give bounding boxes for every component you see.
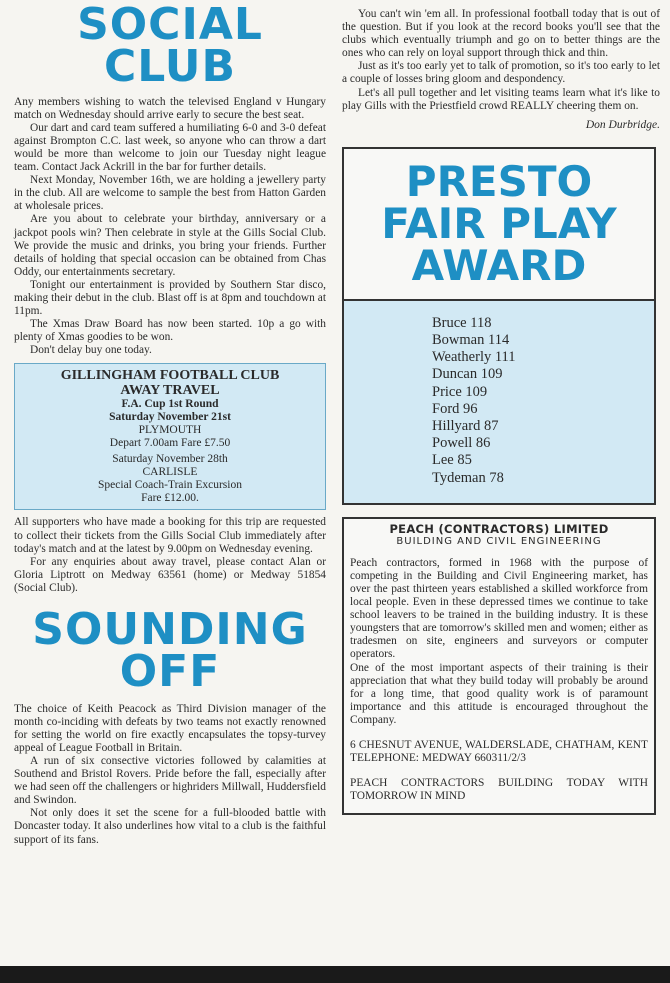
away-travel-note: All supporters who have made a booking for this trip are requested to collect their tickets from the Gills Social Club immediately after today's match and at the latest by 9.00pm on Wednesday evening.	[14, 516, 326, 555]
award-standing-item: Price 109	[432, 383, 488, 400]
away-travel-box	[14, 363, 326, 510]
away-travel-subtitle: AWAY TRAVEL	[120, 383, 220, 399]
away-travel-info-2b: Fare £12.00.	[141, 492, 199, 505]
award-standing-item: Powell 86	[432, 435, 491, 452]
social-club-paragraph: Don't delay buy one today.	[30, 344, 152, 357]
left-column	[14, 0, 326, 847]
sounding-off-paragraph: Just as it's too early yet to talk of promotion, so it's too early to let a couple of losses bring gloom and despondency.	[342, 60, 660, 86]
peach-address: 6 CHESNUT AVENUE, WALDERSLADE, CHATHAM, KENT TELEPHONE: MEDWAY 660311/2/3	[350, 739, 648, 765]
author-signature: Don Durbridge.	[585, 118, 660, 131]
away-travel-info-1: Depart 7.00am Fare £7.50	[109, 437, 231, 450]
social-club-paragraph: Are you about to celebrate your birthday, anniversary or a jackpot pools win? Then celebrate in style at the Gills Social Club. We provide the music and drinks, you bring your friends. Further details of holding that special occasion can be obtained from Chas Oddy, our entertainments secretary.	[14, 213, 326, 278]
sounding-off-continued	[342, 8, 660, 113]
award-standing-item: Tydeman 78	[432, 469, 504, 486]
fair-play-award-title	[344, 149, 654, 299]
bottom-border-band	[0, 966, 670, 983]
social-club-paragraph: Next Monday, November 16th, we are holding a jewellery party in the club. All are welcome to sample the best from Hatton Garden at wholesale prices.	[14, 174, 326, 213]
award-title-line-3: AWARD	[411, 240, 587, 290]
sounding-off-paragraph: A run of six consective victories followed by calamities at Southend and Bristol Rovers. Pride before the fall, especially after we had seen off the challengers or highriders Millwall, Huddersfield and Swindon.	[14, 755, 326, 807]
sounding-off-paragraph: Let's all pull together and let visiting teams learn what it's like to play Gills with the Priestfield crowd REALLY cheering them on.	[342, 86, 660, 112]
sounding-off-paragraph: Not only does it set the scene for a full-blooded battle with Doncaster today. It also underlines how vital to a club is the faithful support of its fans.	[14, 807, 326, 846]
social-club-paragraph: The Xmas Draw Board has now been started. 10p a go with plenty of Xmas goodies to be won.	[14, 318, 326, 344]
peach-paragraph: One of the most important aspects of their training is their appreciation that what they build today will probably be around for a long time, that good quality work is of paramount importance and this attitude is encouraged throughout the Company.	[350, 661, 648, 726]
award-standing-item: Lee 85	[432, 452, 472, 469]
peach-contractors-advert	[342, 517, 656, 816]
away-travel-notes	[14, 516, 326, 595]
away-travel-destination-1: PLYMOUTH	[138, 424, 202, 437]
award-standing-item: Bruce 118	[432, 314, 492, 331]
away-travel-round: F.A. Cup 1st Round	[121, 398, 219, 411]
away-travel-destination-2: CARLISLE	[142, 466, 198, 479]
sounding-off-title-line-1: SOUNDING	[32, 604, 308, 656]
fair-play-award-box	[342, 147, 656, 505]
social-club-paragraph: Tonight our entertainment is provided by Southern Star disco, making their debut in the club. Blast off is at 8pm and touchdown at 11pm.	[14, 278, 326, 318]
social-club-article	[14, 96, 326, 358]
social-club-paragraph: Our dart and card team suffered a humiliating 6-0 and 3-0 defeat against Brompton C.C. last week, so anyone who can throw a dart would be more than welcome to join our Tuesday night league team. Contact Jack Ackrill in the bar for further details.	[14, 121, 326, 174]
right-column	[342, 8, 660, 815]
away-travel-note: For any enquiries about away travel, please contact Alan or Gloria Liptrott on Medway 63561 (home) or Medway 51854 (Social Club).	[14, 555, 326, 594]
away-travel-date-1: Saturday November 21st	[109, 411, 231, 424]
peach-title: PEACH (CONTRACTORS) LIMITED	[389, 521, 609, 536]
sounding-off-title-line-2: OFF	[119, 645, 221, 697]
award-standing-item: Duncan 109	[432, 366, 503, 383]
peach-paragraph: Peach contractors, formed in 1968 with the purpose of competing in the Building and Civil Engineering market, has over the past thirteen years established a skilled workforce from local people. Even in these depressed times we continue to take school leavers to be trained in the building industry. It is these youngsters that are tomorrow's skilled men and women; either as tradesmen on site, engineers and surveyors or computer operators.	[350, 556, 648, 661]
social-club-paragraph: Any members wishing to watch the televised England v Hungary match on Wednesday should arrive early to secure the best seat.	[14, 95, 326, 121]
award-title-line-2: FAIR PLAY	[381, 198, 617, 248]
award-standing-item: Bowman 114	[432, 331, 510, 348]
award-standing-item: Ford 96	[432, 400, 478, 417]
award-title-line-1: PRESTO	[405, 156, 593, 206]
away-travel-info-2a: Special Coach-Train Excursion	[98, 479, 242, 492]
sounding-off-title	[14, 604, 326, 697]
peach-subtitle: BUILDING AND CIVIL ENGINEERING	[396, 535, 602, 547]
social-club-title: SOCIAL CLUB	[77, 0, 263, 92]
award-standing-item: Weatherly 111	[432, 349, 516, 366]
award-standings-list	[344, 299, 654, 503]
award-standing-item: Hillyard 87	[432, 417, 499, 434]
sounding-off-article	[14, 703, 326, 847]
away-travel-date-2: Saturday November 28th	[112, 453, 228, 466]
sounding-off-paragraph: You can't win 'em all. In professional football today that is out of the question. But if you look at the record books you'll see that the clubs which eventually triumph and go on to better things are the ones who can rely on loyal support through thick and thin.	[342, 8, 660, 60]
sounding-off-paragraph: The choice of Keith Peacock as Third Division manager of the month co-inciding with defeats by two teams not exactly renowned for setting the world on fire exactly encapsulates the topsy-turvey appeal of League Football in Britain.	[14, 702, 326, 754]
away-travel-title: GILLINGHAM FOOTBALL CLUB	[60, 368, 280, 384]
peach-slogan: PEACH CONTRACTORS BUILDING TODAY WITH TOMORROW IN MIND	[350, 777, 648, 803]
